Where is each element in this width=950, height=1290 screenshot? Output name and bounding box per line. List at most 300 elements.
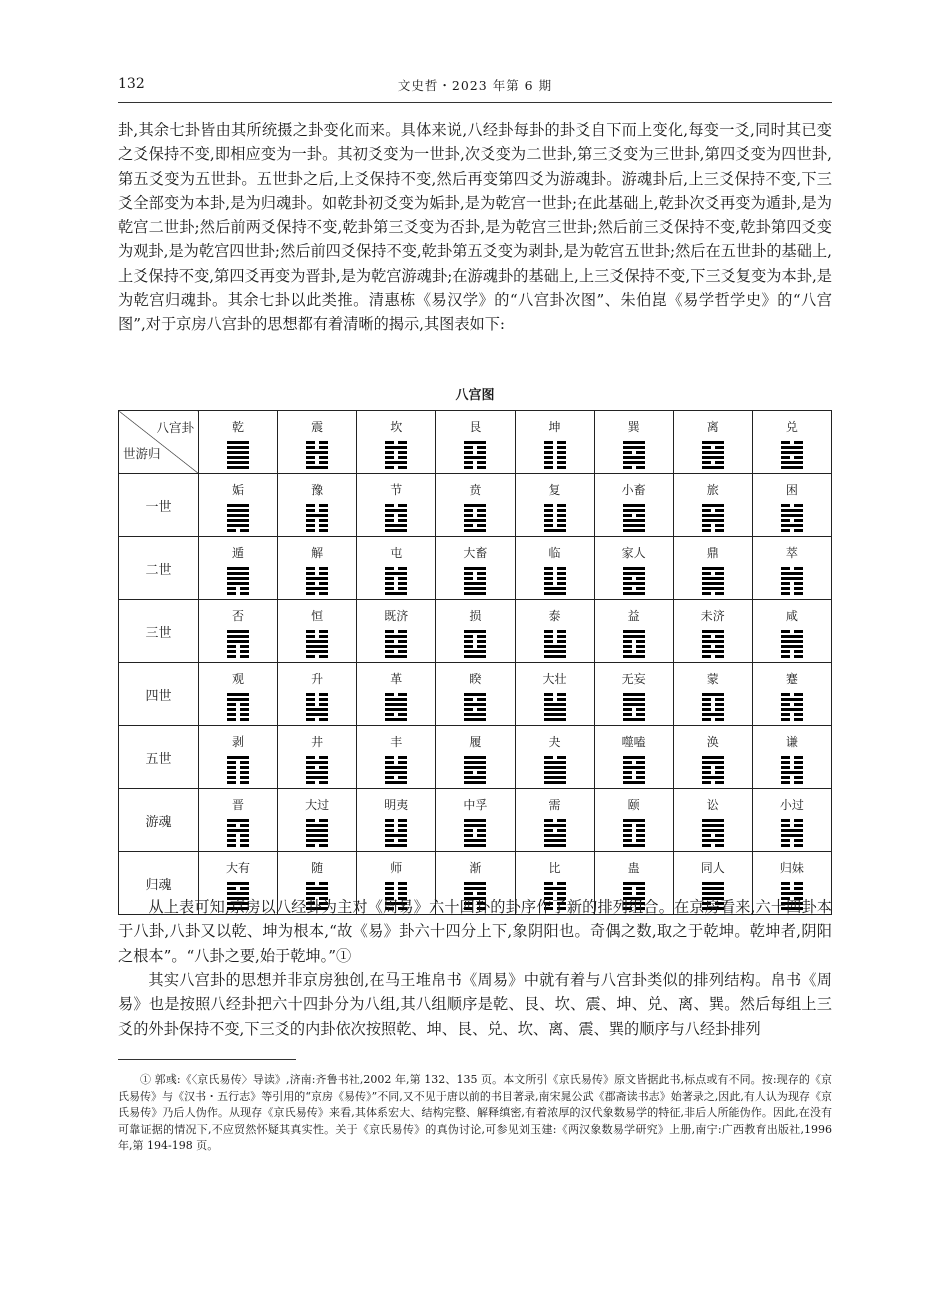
hexagram-symbol: [385, 504, 407, 534]
yin-line: [227, 887, 249, 890]
yang-line: [464, 655, 486, 658]
yin-line: [385, 829, 407, 832]
hexagram-name: 中孚: [463, 798, 488, 812]
yang-line: [464, 567, 486, 570]
yin-line: [702, 844, 724, 847]
hexagram-symbol: [227, 504, 249, 534]
yin-line: [702, 645, 724, 648]
yin-line: [385, 650, 407, 653]
hexagram-name: 蛊: [627, 861, 640, 875]
yin-line: [227, 650, 249, 653]
hexagram-cell: [515, 537, 594, 600]
yang-line: [306, 713, 328, 716]
hexagram-name: 节: [390, 483, 403, 497]
hexagram-cell: [357, 411, 436, 474]
yin-line: [227, 713, 249, 716]
hexagram-symbol: [227, 567, 249, 597]
hexagram-symbol: [464, 819, 486, 849]
hexagram-symbol: [306, 504, 328, 534]
yin-line: [227, 839, 249, 842]
yin-line: [385, 504, 407, 507]
yin-line: [702, 635, 724, 638]
yang-line: [623, 509, 645, 512]
hexagram-name: 大壮: [542, 672, 567, 686]
hexagram-cell: [673, 474, 752, 537]
hexagram-symbol: [464, 441, 486, 471]
hexagram-name: 井: [311, 735, 324, 749]
yin-line: [781, 592, 803, 595]
yin-line: [306, 703, 328, 706]
yang-line: [464, 766, 486, 769]
hexagram-name: 晋: [232, 798, 245, 812]
yang-line: [464, 703, 486, 706]
yin-line: [306, 582, 328, 585]
yin-line: [306, 441, 328, 444]
hexagram-symbol: [623, 693, 645, 723]
yang-line: [306, 514, 328, 517]
yin-line: [464, 446, 486, 449]
hexagram-name: 乾: [232, 420, 245, 434]
yang-line: [227, 882, 249, 885]
row-label: 五世: [119, 726, 199, 789]
hexagram-symbol: [781, 693, 803, 723]
yin-line: [385, 761, 407, 764]
yin-line: [544, 451, 566, 454]
table-row: [119, 789, 832, 852]
yin-line: [464, 461, 486, 464]
table-row: [119, 600, 832, 663]
yang-line: [227, 829, 249, 832]
yin-line: [702, 834, 724, 837]
yang-line: [781, 645, 803, 648]
yang-line: [227, 577, 249, 580]
yin-line: [781, 839, 803, 842]
yang-line: [306, 645, 328, 648]
yin-line: [544, 441, 566, 444]
hexagram-name: 既济: [384, 609, 409, 623]
yin-line: [306, 781, 328, 784]
hexagram-name: 同人: [700, 861, 725, 875]
yang-line: [702, 839, 724, 842]
yin-line: [464, 834, 486, 837]
yin-line: [623, 577, 645, 580]
yin-line: [227, 776, 249, 779]
yin-line: [781, 567, 803, 570]
hexagram-cell: [436, 537, 515, 600]
hexagram-cell: [752, 537, 831, 600]
yin-line: [544, 466, 566, 469]
hexagram-cell: [199, 411, 278, 474]
yin-line: [306, 456, 328, 459]
yang-line: [544, 587, 566, 590]
yang-line: [623, 572, 645, 575]
yang-line: [464, 887, 486, 890]
yin-line: [544, 819, 566, 822]
hexagram-cell: [199, 663, 278, 726]
hexagram-name: 家人: [621, 546, 646, 560]
hexagram-symbol: [306, 819, 328, 849]
yang-line: [623, 693, 645, 696]
yang-line: [464, 529, 486, 532]
yang-line: [702, 630, 724, 633]
hexagram-name: 坎: [390, 420, 403, 434]
yin-line: [781, 693, 803, 696]
yin-line: [385, 577, 407, 580]
yang-line: [306, 640, 328, 643]
hexagram-name: 渐: [469, 861, 482, 875]
yin-line: [702, 698, 724, 701]
yin-line: [544, 829, 566, 832]
yin-line: [544, 524, 566, 527]
yin-line: [464, 698, 486, 701]
yin-line: [544, 461, 566, 464]
yin-line: [464, 640, 486, 643]
hexagram-cell: [594, 537, 673, 600]
yin-line: [623, 824, 645, 827]
yin-line: [781, 582, 803, 585]
yang-line: [623, 446, 645, 449]
yin-line: [781, 456, 803, 459]
yin-line: [227, 834, 249, 837]
yin-line: [544, 446, 566, 449]
hexagram-name: 观: [232, 672, 245, 686]
yang-line: [227, 567, 249, 570]
table-row: [119, 537, 832, 600]
yin-line: [781, 761, 803, 764]
yin-line: [781, 887, 803, 890]
hexagram-cell: [357, 726, 436, 789]
yin-line: [385, 824, 407, 827]
hexagram-cell: [594, 663, 673, 726]
yin-line: [781, 776, 803, 779]
yin-line: [623, 776, 645, 779]
yang-line: [544, 592, 566, 595]
yang-line: [544, 645, 566, 648]
hexagram-symbol: [781, 504, 803, 534]
hexagram-symbol: [623, 504, 645, 534]
yin-line: [464, 829, 486, 832]
hexagram-symbol: [306, 630, 328, 660]
yin-line: [464, 645, 486, 648]
yang-line: [781, 834, 803, 837]
hexagram-name: 无妄: [621, 672, 646, 686]
yin-line: [227, 655, 249, 658]
hexagram-cell: [752, 600, 831, 663]
hexagram-cell: [436, 789, 515, 852]
hexagram-symbol: [306, 693, 328, 723]
hexagram-symbol: [544, 756, 566, 786]
yin-line: [385, 693, 407, 696]
body-paragraph-3: 其实八宫卦的思想并非京房独创,在马王堆帛书《周易》中就有着与八宫卦类似的排列结构。帛书《周易》也是按照八经卦把六十四卦分为八组,其八组顺序是乾、艮、坎、震、坤、兑、离、巽。然后每组上三爻的外卦保持不变,下三爻的内卦依次按照乾、坤、艮、兑、坎、离、震、巽的顺序与八经卦排列: [118, 971, 832, 1038]
hexagram-name: 明夷: [384, 798, 409, 812]
yin-line: [306, 567, 328, 570]
yang-line: [385, 718, 407, 721]
yang-line: [781, 466, 803, 469]
hexagram-cell: [594, 600, 673, 663]
yin-line: [623, 839, 645, 842]
yin-line: [227, 771, 249, 774]
hexagram-cell: [436, 474, 515, 537]
hexagram-cell: [673, 411, 752, 474]
yang-line: [544, 776, 566, 779]
hexagram-cell: [199, 537, 278, 600]
yin-line: [385, 514, 407, 517]
yang-line: [227, 756, 249, 759]
yin-line: [464, 771, 486, 774]
yang-line: [306, 577, 328, 580]
yang-line: [781, 461, 803, 464]
yang-line: [544, 529, 566, 532]
hexagram-cell: [436, 600, 515, 663]
hexagram-name: 豫: [311, 483, 324, 497]
yang-line: [227, 514, 249, 517]
yang-line: [385, 834, 407, 837]
yang-line: [464, 693, 486, 696]
table-row: [119, 726, 832, 789]
hexagram-symbol: [385, 567, 407, 597]
hexagram-symbol: [385, 756, 407, 786]
hexagram-name: 萃: [785, 546, 798, 560]
row-label: 游魂: [119, 789, 199, 852]
row-label: 二世: [119, 537, 199, 600]
hexagram-cell: [515, 726, 594, 789]
yin-line: [385, 882, 407, 885]
yin-line: [385, 713, 407, 716]
hexagram-cell: [673, 663, 752, 726]
yin-line: [385, 819, 407, 822]
yang-line: [781, 640, 803, 643]
hexagram-cell: [357, 537, 436, 600]
hexagram-name: 离: [706, 420, 719, 434]
hexagram-symbol: [464, 693, 486, 723]
hexagram-name: 否: [232, 609, 245, 623]
yin-line: [385, 640, 407, 643]
yin-line: [544, 514, 566, 517]
yang-line: [544, 771, 566, 774]
yin-line: [306, 819, 328, 822]
yang-line: [544, 834, 566, 837]
hexagram-cell: [278, 411, 357, 474]
yang-line: [623, 718, 645, 721]
hexagram-cell: [515, 663, 594, 726]
yang-line: [623, 567, 645, 570]
yang-line: [781, 524, 803, 527]
yang-line: [385, 572, 407, 575]
yin-line: [702, 446, 724, 449]
yin-line: [385, 587, 407, 590]
yang-line: [544, 650, 566, 653]
yin-line: [623, 466, 645, 469]
hexagram-name: 坤: [548, 420, 561, 434]
hexagram-name: 大过: [305, 798, 330, 812]
hexagram-symbol: [781, 567, 803, 597]
hexagram-cell: [594, 474, 673, 537]
yang-line: [702, 577, 724, 580]
yin-line: [623, 713, 645, 716]
yang-line: [464, 824, 486, 827]
hexagram-cell: [199, 474, 278, 537]
running-header: [118, 76, 832, 100]
hexagram-symbol: [544, 630, 566, 660]
yang-line: [306, 650, 328, 653]
yin-line: [464, 708, 486, 711]
yang-line: [464, 650, 486, 653]
yin-line: [385, 756, 407, 759]
hexagram-name: 屯: [390, 546, 403, 560]
yang-line: [702, 514, 724, 517]
yin-line: [227, 592, 249, 595]
yang-line: [702, 824, 724, 827]
yin-line: [306, 461, 328, 464]
row-label: 归魂: [119, 852, 199, 915]
hexagram-symbol: [544, 693, 566, 723]
hexagram-name: 旅: [706, 483, 719, 497]
yang-line: [702, 713, 724, 716]
hexagram-cell: [594, 789, 673, 852]
yang-line: [464, 519, 486, 522]
yin-line: [544, 519, 566, 522]
hexagram-name: 丰: [390, 735, 403, 749]
hexagram-name: 夬: [548, 735, 561, 749]
hexagram-symbol: [702, 441, 724, 471]
yin-line: [781, 655, 803, 658]
yang-line: [702, 587, 724, 590]
hexagram-symbol: [306, 567, 328, 597]
yin-line: [385, 630, 407, 633]
yin-line: [464, 577, 486, 580]
yang-line: [227, 446, 249, 449]
yin-line: [306, 698, 328, 701]
yin-line: [781, 703, 803, 706]
hexagram-cell: [752, 474, 831, 537]
hexagram-symbol: [385, 693, 407, 723]
hexagram-symbol: [781, 756, 803, 786]
yin-line: [306, 592, 328, 595]
yin-line: [781, 529, 803, 532]
yang-line: [306, 829, 328, 832]
yin-line: [544, 635, 566, 638]
hexagram-symbol: [702, 819, 724, 849]
yin-line: [385, 582, 407, 585]
yang-line: [702, 887, 724, 890]
yin-line: [306, 519, 328, 522]
hexagram-symbol: [623, 756, 645, 786]
yang-line: [544, 887, 566, 890]
yang-line: [227, 635, 249, 638]
hexagram-cell: [436, 726, 515, 789]
yin-line: [227, 844, 249, 847]
yang-line: [702, 456, 724, 459]
yang-line: [544, 703, 566, 706]
hexagram-cell: [357, 663, 436, 726]
yang-line: [385, 645, 407, 648]
yang-line: [781, 635, 803, 638]
yang-line: [464, 882, 486, 885]
yang-line: [544, 844, 566, 847]
hexagram-name: 大畜: [463, 546, 488, 560]
yang-line: [385, 446, 407, 449]
yang-line: [464, 504, 486, 507]
yang-line: [227, 509, 249, 512]
yang-line: [623, 882, 645, 885]
yin-line: [227, 529, 249, 532]
yang-line: [227, 461, 249, 464]
hexagram-symbol: [306, 756, 328, 786]
yin-line: [464, 635, 486, 638]
yin-line: [781, 587, 803, 590]
journal-title: 文史哲・2023 年第 6 期: [397, 78, 553, 93]
yang-line: [464, 844, 486, 847]
yang-line: [306, 887, 328, 890]
yang-line: [306, 587, 328, 590]
yang-line: [306, 834, 328, 837]
hexagram-name: 益: [627, 609, 640, 623]
yin-line: [781, 519, 803, 522]
yang-line: [464, 819, 486, 822]
yin-line: [464, 451, 486, 454]
yin-line: [385, 456, 407, 459]
hexagram-symbol: [623, 630, 645, 660]
hexagram-cell: [752, 789, 831, 852]
hexagram-symbol: [227, 630, 249, 660]
hexagram-symbol: [227, 693, 249, 723]
hexagram-name: 困: [785, 483, 798, 497]
hexagram-name: 鼎: [706, 546, 719, 560]
yang-line: [623, 703, 645, 706]
yang-line: [781, 708, 803, 711]
hexagram-cell: [199, 789, 278, 852]
yin-line: [227, 781, 249, 784]
yang-line: [623, 456, 645, 459]
yin-line: [702, 572, 724, 575]
yin-line: [781, 441, 803, 444]
yang-line: [385, 529, 407, 532]
yang-line: [385, 698, 407, 701]
yin-line: [544, 640, 566, 643]
footnote-rule: [118, 1059, 296, 1060]
yin-line: [781, 650, 803, 653]
row-label: 四世: [119, 663, 199, 726]
hexagram-name: 比: [548, 861, 561, 875]
yin-line: [781, 824, 803, 827]
hexagram-cell: [436, 663, 515, 726]
yin-line: [702, 592, 724, 595]
yang-line: [702, 761, 724, 764]
yang-line: [702, 776, 724, 779]
table-row: [119, 663, 832, 726]
hexagram-symbol: [781, 819, 803, 849]
yin-line: [781, 756, 803, 759]
yang-line: [385, 708, 407, 711]
yin-line: [464, 572, 486, 575]
yang-line: [781, 771, 803, 774]
hexagram-name: 剥: [232, 735, 245, 749]
body-paragraph-2: 从上表可知,京房以八经卦为主对《周易》六十四卦的卦序作了新的排列组合。在京房看来,六十四卦本于八卦,八卦又以乾、坤为根本,“故《易》卦六十四分上下,象阴阳也。奇偶之数,取之于乾坤。乾坤者,阴阳之根本”。“八卦之要,始于乾坤。”①: [118, 898, 832, 965]
hexagram-cell: [515, 474, 594, 537]
yang-line: [464, 776, 486, 779]
yin-line: [781, 882, 803, 885]
yang-line: [385, 524, 407, 527]
hexagram-symbol: [464, 756, 486, 786]
yang-line: [781, 577, 803, 580]
yang-line: [385, 509, 407, 512]
yang-line: [227, 819, 249, 822]
hexagram-cell: [278, 600, 357, 663]
hexagram-cell: [673, 726, 752, 789]
hexagram-symbol: [385, 819, 407, 849]
hexagram-name: 泰: [548, 609, 561, 623]
yin-line: [464, 466, 486, 469]
